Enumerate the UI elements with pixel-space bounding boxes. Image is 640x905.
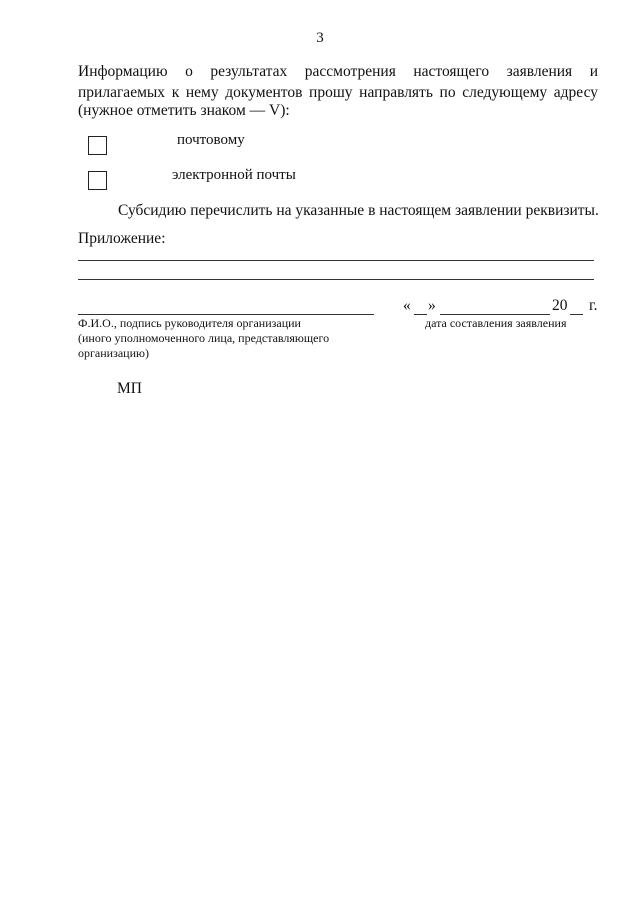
postal-checkbox[interactable] — [88, 136, 107, 155]
stamp-label: МП — [117, 380, 142, 397]
email-checkbox[interactable] — [88, 171, 107, 190]
date-year-suffix: г. — [589, 297, 598, 314]
date-open-quote: « — [403, 297, 411, 314]
info-paragraph-line-3: (нужное отметить знаком — V): — [78, 102, 290, 119]
info-paragraph-line-2: прилагаемых к нему документов прошу направлять по следующему адресу — [78, 84, 598, 101]
attachment-line-1 — [78, 260, 594, 261]
attachment-label: Приложение: — [78, 230, 166, 247]
date-caption: дата составления заявления — [425, 316, 567, 330]
postal-option-label: почтовому — [177, 132, 245, 148]
date-month-line — [440, 314, 550, 315]
signature-caption-line-3: организацию) — [78, 346, 149, 360]
signature-line — [78, 314, 374, 315]
signature-caption-line-2: (иного уполномоченного лица, представляющего — [78, 331, 330, 345]
date-day-line — [414, 314, 427, 315]
info-paragraph-line-1: Информацию о результатах рассмотрения настоящего заявления и — [78, 63, 598, 80]
page-number: 3 — [316, 30, 324, 46]
attachment-line-2 — [78, 279, 594, 280]
date-year-line — [570, 314, 583, 315]
date-year-prefix: 20 — [552, 297, 568, 314]
email-option-label: электронной почты — [172, 167, 296, 183]
date-close-quote: » — [428, 297, 436, 314]
signature-caption-line-1: Ф.И.О., подпись руководителя организации — [78, 316, 301, 330]
subsidy-text: Субсидию перечислить на указанные в настоящем заявлении реквизиты. — [118, 202, 599, 219]
